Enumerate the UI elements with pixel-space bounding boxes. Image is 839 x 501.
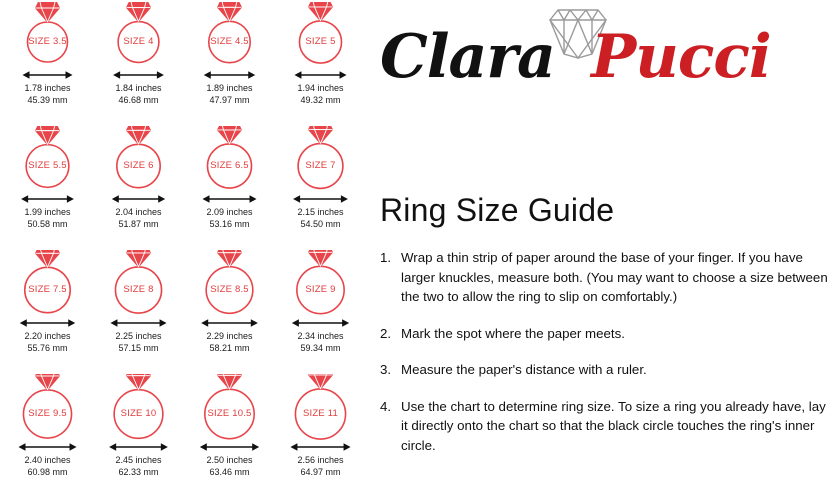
step-number: 2. (380, 325, 392, 341)
instruction-list (380, 248, 830, 472)
ring-measurement (93, 455, 184, 478)
ring-size-label: SIZE 7.5 (28, 284, 67, 295)
measurement-mm: 62.33 mm (118, 466, 159, 477)
measurement-mm: 59.34 mm (300, 342, 341, 353)
ring-measurement (2, 455, 93, 478)
instruction-step (380, 360, 830, 380)
ring-size-cell (184, 126, 275, 250)
diameter-arrow (184, 68, 275, 82)
measurement-mm: 46.68 mm (118, 94, 159, 105)
ring-measurement (93, 207, 184, 230)
ring-illustration (275, 374, 366, 440)
measurement-inches: 2.56 inches (297, 455, 344, 465)
ring-size-label: SIZE 5.5 (28, 160, 67, 171)
measurement-mm: 64.97 mm (300, 466, 341, 477)
ring-measurement (184, 207, 275, 230)
diameter-arrow (275, 316, 366, 330)
diameter-arrow (93, 192, 184, 206)
ring-illustration (275, 250, 366, 316)
ring-size-cell (184, 2, 275, 126)
ring-size-chart (0, 0, 366, 501)
step-text: Mark the spot where the paper meets. (401, 325, 625, 341)
ring-size-label: SIZE 6 (123, 160, 154, 171)
diameter-arrow (2, 192, 93, 206)
measurement-inches: 2.20 inches (24, 331, 71, 341)
brand-name-first: Clara (380, 22, 555, 92)
measurement-inches: 1.94 inches (297, 83, 344, 93)
brand-wordmark (380, 22, 780, 108)
instruction-step (380, 248, 830, 307)
ring-illustration (184, 2, 275, 68)
measurement-mm: 45.39 mm (27, 94, 68, 105)
ring-size-label: SIZE 11 (302, 408, 339, 419)
diameter-arrow (275, 192, 366, 206)
measurement-mm: 51.87 mm (118, 218, 159, 229)
diameter-arrow (2, 440, 93, 454)
ring-size-cell (93, 250, 184, 374)
measurement-inches: 2.04 inches (115, 207, 162, 217)
step-number: 3. (380, 362, 392, 377)
measurement-mm: 50.58 mm (27, 218, 68, 229)
ring-illustration (184, 374, 275, 440)
ring-size-cell (2, 126, 93, 250)
ring-size-cell (2, 2, 93, 126)
ring-size-cell (184, 374, 275, 498)
measurement-mm: 63.46 mm (209, 466, 250, 477)
ring-measurement (275, 455, 366, 478)
diameter-arrow (275, 440, 366, 454)
ring-illustration (93, 126, 184, 192)
diameter-arrow (93, 316, 184, 330)
step-number: 1. (380, 250, 392, 265)
guide-panel (372, 0, 839, 501)
ring-size-label: SIZE 9.5 (28, 408, 67, 419)
ring-size-cell (275, 374, 366, 498)
ring-illustration (2, 126, 93, 192)
ring-measurement (184, 331, 275, 354)
ring-illustration (275, 2, 366, 68)
ring-illustration (275, 126, 366, 192)
measurement-mm: 54.50 mm (300, 218, 341, 229)
step-text: Wrap a thin strip of paper around the base of your finger. If you have larger knuckles, measure both. (You may want to choose a size between the two to allow the ring to slip on comfortably.) (401, 250, 828, 304)
ring-size-cell (2, 374, 93, 498)
ring-measurement (2, 207, 93, 230)
measurement-mm: 60.98 mm (27, 466, 68, 477)
ring-size-cell (2, 250, 93, 374)
ring-measurement (184, 455, 275, 478)
ring-illustration (2, 374, 93, 440)
ring-illustration (184, 126, 275, 192)
ring-measurement (93, 331, 184, 354)
measurement-inches: 1.99 inches (24, 207, 71, 217)
measurement-mm: 57.15 mm (118, 342, 159, 353)
ring-illustration (93, 374, 184, 440)
ring-size-cell (275, 250, 366, 374)
brand-name-second: Pucci (591, 22, 771, 92)
ring-size-cell (93, 126, 184, 250)
ring-size-cell (93, 2, 184, 126)
measurement-mm: 47.97 mm (209, 94, 250, 105)
ring-size-label: SIZE 6.5 (210, 160, 249, 171)
ring-size-cell (275, 2, 366, 126)
ring-measurement (2, 83, 93, 106)
ring-size-cell (184, 250, 275, 374)
ring-size-label: SIZE 8.5 (210, 284, 249, 295)
ring-size-label: SIZE 7 (305, 160, 336, 171)
ring-size-label: SIZE 10 (120, 408, 157, 419)
instruction-step (380, 397, 830, 456)
diameter-arrow (2, 68, 93, 82)
ring-size-label: SIZE 9 (305, 284, 336, 295)
ring-size-grid (0, 0, 366, 498)
measurement-mm: 55.76 mm (27, 342, 68, 353)
brand-logo (380, 4, 780, 114)
measurement-inches: 2.09 inches (206, 207, 253, 217)
measurement-inches: 2.29 inches (206, 331, 253, 341)
ring-measurement (275, 207, 366, 230)
ring-measurement (184, 83, 275, 106)
ring-illustration (2, 250, 93, 316)
diameter-arrow (184, 316, 275, 330)
measurement-inches: 1.84 inches (115, 83, 162, 93)
ring-measurement (275, 331, 366, 354)
ring-illustration (93, 250, 184, 316)
ring-illustration (2, 2, 93, 68)
page-title: Ring Size Guide (380, 192, 615, 228)
measurement-mm: 53.16 mm (209, 218, 250, 229)
step-text: Measure the paper's distance with a ruler. (401, 362, 647, 377)
measurement-inches: 1.89 inches (206, 83, 253, 93)
step-text: Use the chart to determine ring size. To size a ring you already have, lay it directly onto the chart so that the black circle touches the ring's inner circle. (401, 398, 826, 453)
ring-illustration (184, 250, 275, 316)
ring-size-cell (275, 126, 366, 250)
measurement-inches: 2.34 inches (297, 331, 344, 341)
ring-size-label: SIZE 10.5 (207, 408, 252, 419)
ring-size-label: SIZE 4 (123, 36, 154, 47)
measurement-inches: 2.25 inches (115, 331, 162, 341)
ring-size-label: SIZE 5 (305, 36, 336, 47)
step-number: 4. (380, 398, 392, 414)
instruction-step (380, 324, 830, 344)
ring-measurement (93, 83, 184, 106)
ring-size-label: SIZE 3.5 (28, 36, 67, 47)
measurement-inches: 2.45 inches (115, 455, 162, 465)
ring-size-cell (93, 374, 184, 498)
diameter-arrow (275, 68, 366, 82)
measurement-inches: 1.78 inches (24, 83, 71, 93)
ring-illustration (93, 2, 184, 68)
ring-measurement (275, 83, 366, 106)
diameter-arrow (184, 440, 275, 454)
measurement-inches: 2.50 inches (206, 455, 253, 465)
diameter-arrow (93, 440, 184, 454)
measurement-mm: 49.32 mm (300, 94, 341, 105)
measurement-inches: 2.40 inches (24, 455, 71, 465)
ring-size-label: SIZE 8 (123, 284, 154, 295)
measurement-mm: 58.21 mm (209, 342, 250, 353)
measurement-inches: 2.15 inches (297, 207, 344, 217)
diameter-arrow (184, 192, 275, 206)
ring-measurement (2, 331, 93, 354)
ring-size-label: SIZE 4.5 (210, 36, 249, 47)
diameter-arrow (93, 68, 184, 82)
diameter-arrow (2, 316, 93, 330)
